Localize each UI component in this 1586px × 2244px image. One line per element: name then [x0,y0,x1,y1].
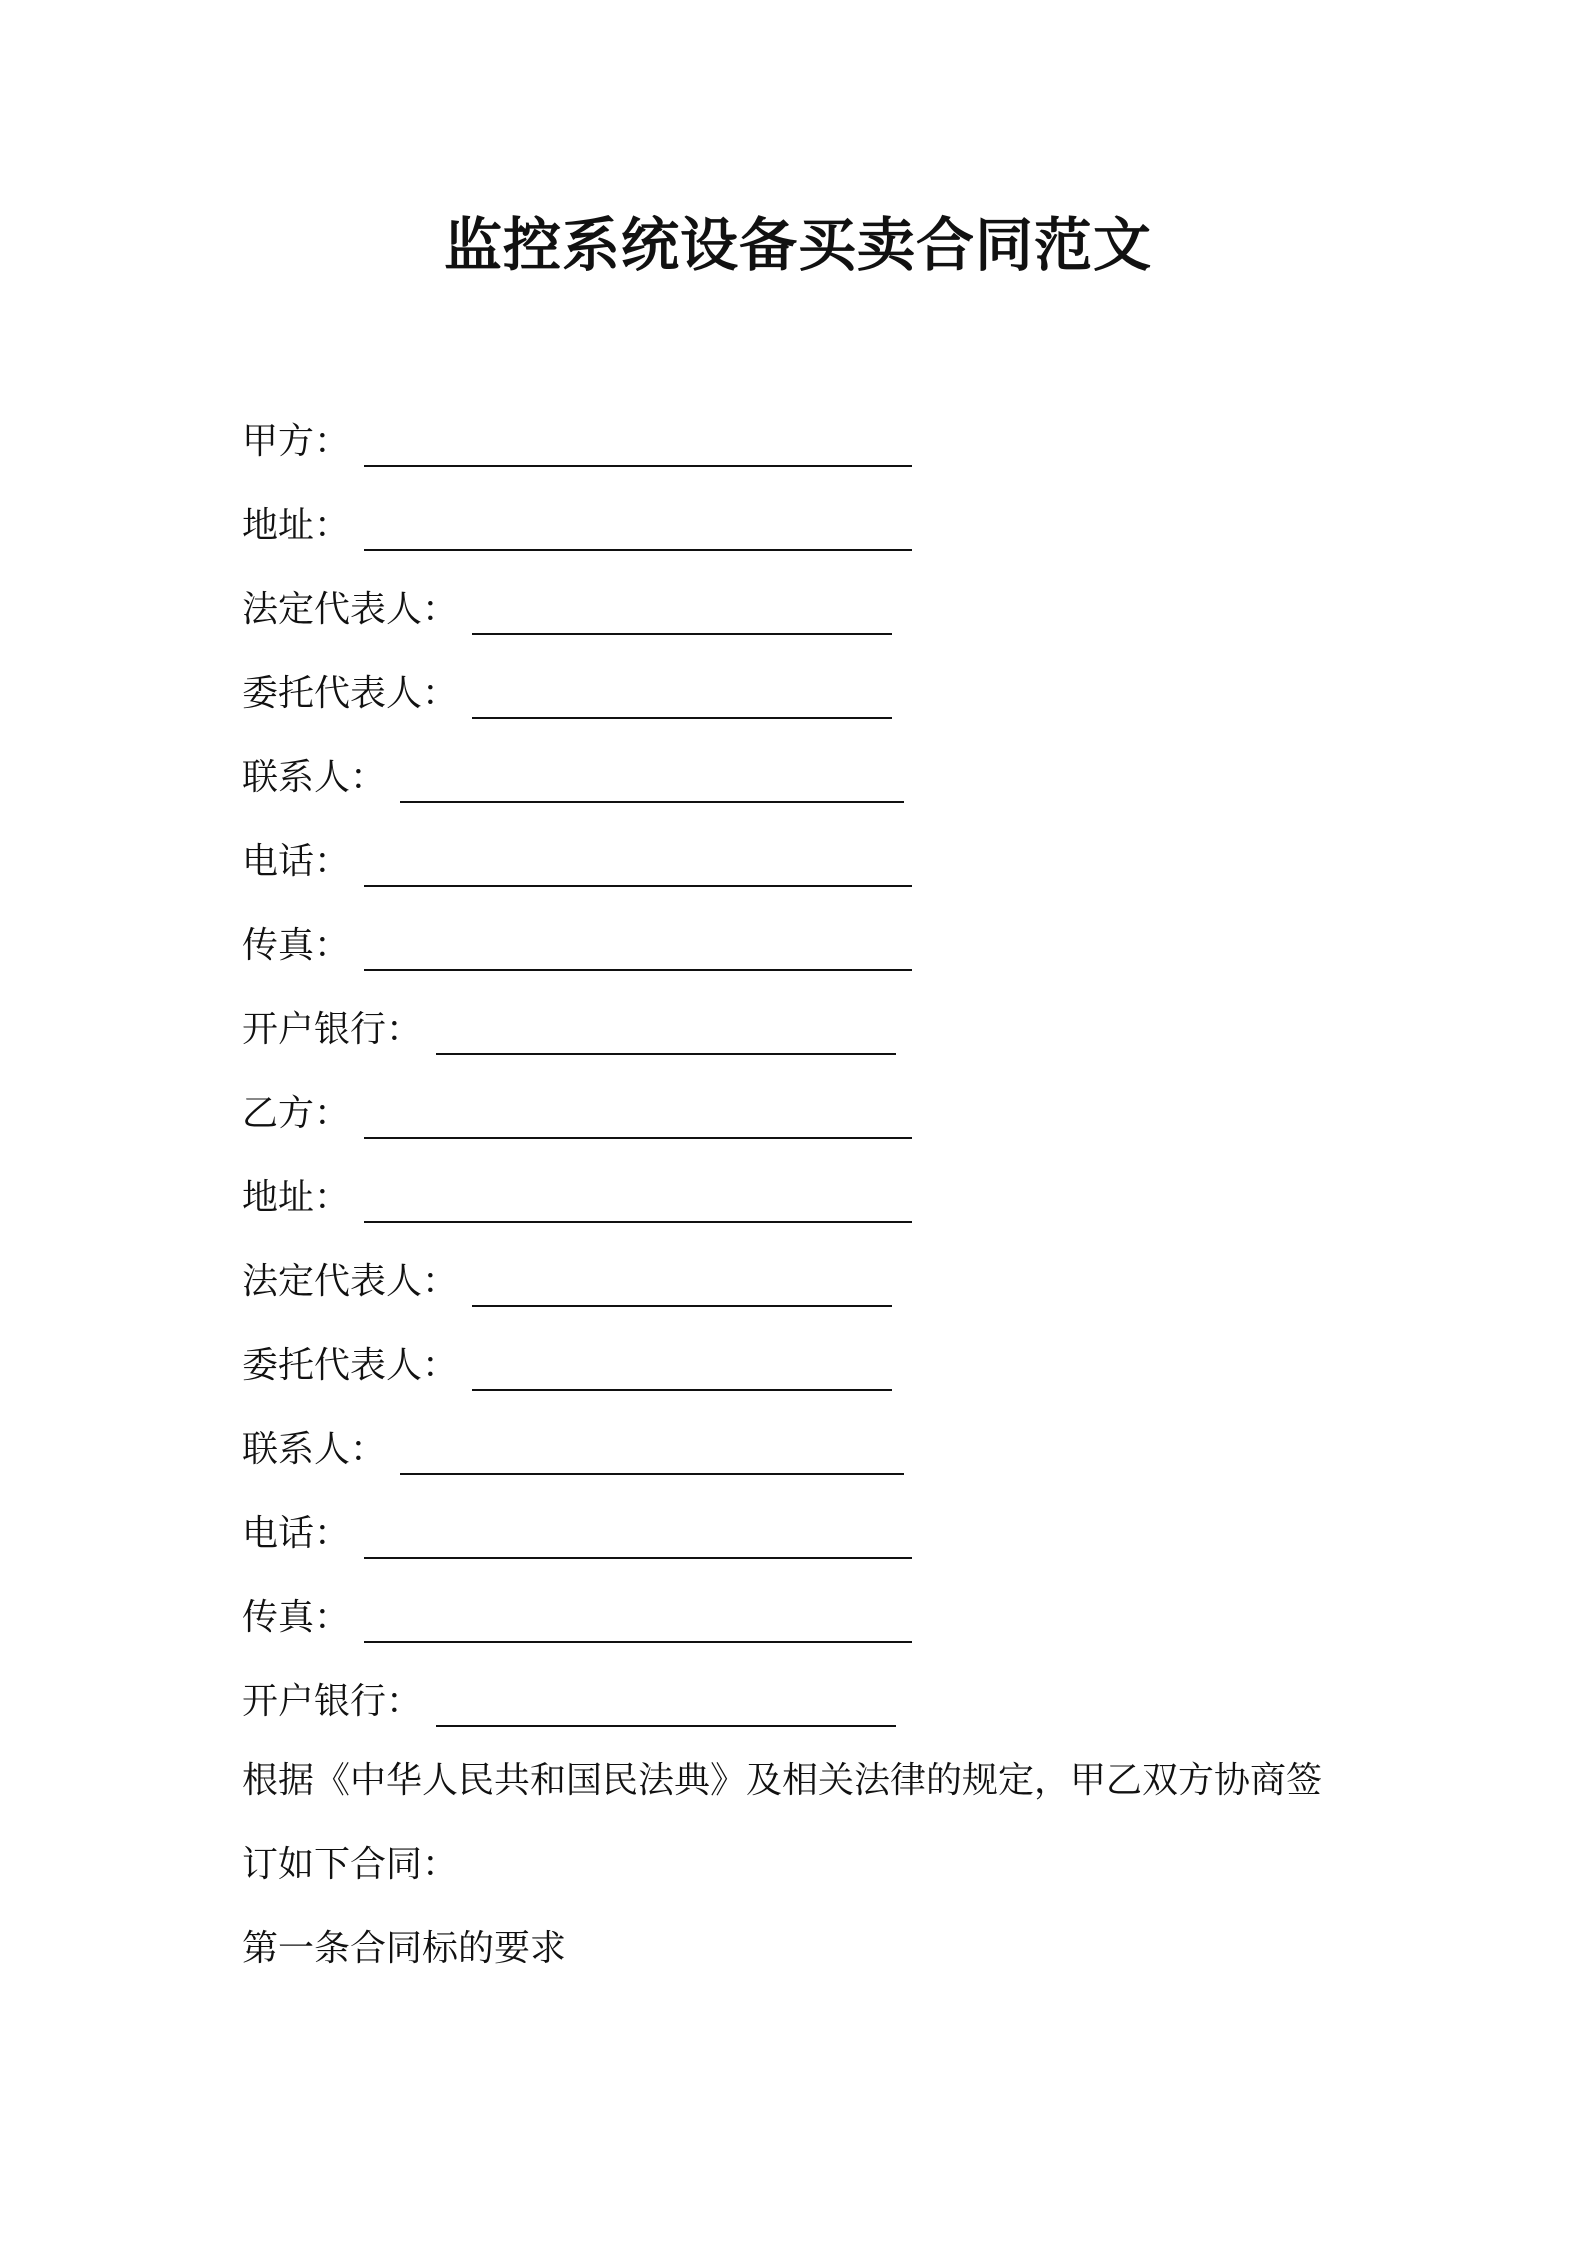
field-party-a-fax [242,904,1392,988]
field-label: 开户银行： [242,1681,423,1722]
fill-in-blank[interactable] [364,1517,912,1559]
field-label: 甲方： [242,421,351,462]
field-label: 电话： [242,841,351,882]
field-party-b-authorized-rep [242,1324,1392,1408]
field-party-a-legal-rep [242,568,1392,652]
fill-in-blank[interactable] [472,677,892,719]
field-label: 传真： [242,1597,351,1638]
field-label: 委托代表人： [242,1345,459,1386]
field-label: 开户银行： [242,1009,423,1050]
field-party-b-fax [242,1576,1392,1660]
fill-in-blank[interactable] [364,1181,912,1223]
fill-in-blank[interactable] [364,929,912,971]
fill-in-blank[interactable] [364,425,912,467]
fill-in-blank[interactable] [364,1601,912,1643]
fill-in-blank[interactable] [472,593,892,635]
field-label: 法定代表人： [242,1261,459,1302]
party-info-fields [242,400,1392,1744]
field-label: 法定代表人： [242,589,459,630]
fill-in-blank[interactable] [400,761,904,803]
field-party-b-phone [242,1492,1392,1576]
fill-in-blank[interactable] [400,1433,904,1475]
article-heading: 第一条合同标的要求 [242,1928,567,1969]
field-party-b [242,1072,1392,1156]
field-label: 乙方： [242,1093,351,1134]
field-party-a-phone [242,820,1392,904]
field-label: 地址： [242,1177,351,1218]
fill-in-blank[interactable] [472,1265,892,1307]
preamble-line: 订如下合同： [242,1844,459,1885]
field-label: 传真： [242,925,351,966]
fill-in-blank[interactable] [364,509,912,551]
field-label: 电话： [242,1513,351,1554]
field-label: 地址： [242,505,351,546]
field-party-b-address [242,1156,1392,1240]
contract-preamble [242,1739,1372,1991]
fill-in-blank[interactable] [364,1097,912,1139]
field-party-a-contact [242,736,1392,820]
field-party-a-authorized-rep [242,652,1392,736]
field-party-b-legal-rep [242,1240,1392,1324]
field-party-b-bank [242,1660,1392,1744]
fill-in-blank[interactable] [364,845,912,887]
field-label: 委托代表人： [242,673,459,714]
fill-in-blank[interactable] [472,1349,892,1391]
fill-in-blank[interactable] [436,1013,896,1055]
field-party-b-contact [242,1408,1392,1492]
field-party-a-address [242,484,1392,568]
preamble-line: 根据《中华人民共和国民法典》及相关法律的规定，甲乙双方协商签 [242,1760,1323,1801]
field-label: 联系人： [242,1429,387,1470]
field-label: 联系人： [242,757,387,798]
field-party-a [242,400,1392,484]
field-party-a-bank [242,988,1392,1072]
document-title: 监控系统设备买卖合同范文 [443,211,1152,279]
fill-in-blank[interactable] [436,1685,896,1727]
